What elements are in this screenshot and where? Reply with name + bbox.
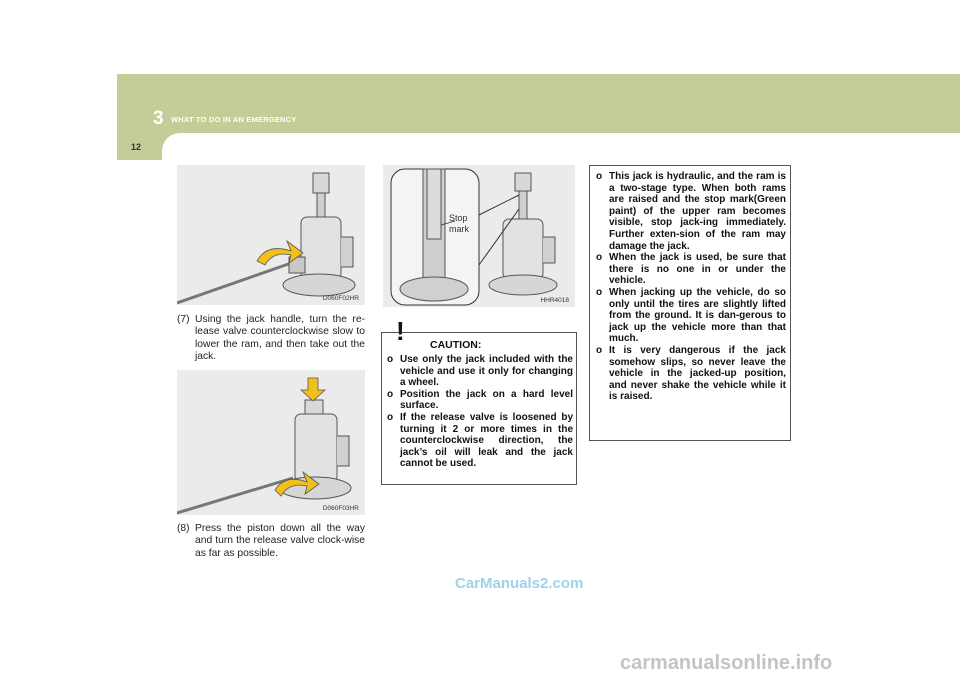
step-7 xyxy=(177,314,365,364)
jack-illustration xyxy=(177,165,365,305)
list-item-text: It is very dangerous if the jack somehow slips, so never leave the vehicle in the jacked-up position, and never shake the vehicle while it is raised. xyxy=(609,344,786,403)
bullet-symbol: o xyxy=(596,286,603,298)
figure-stop-mark xyxy=(383,165,575,307)
caution-list xyxy=(387,354,573,470)
figure-code: HHR4018 xyxy=(540,297,569,304)
list-item xyxy=(596,345,786,403)
figure-press-piston xyxy=(177,370,365,515)
caution-title: CAUTION: xyxy=(430,339,482,351)
step-text: Press the piston down all the way and turn the release valve clock-wise as far as possible. xyxy=(195,523,365,559)
list-item-text: This jack is hydraulic, and the ram is a two-stage type. When both rams are raised and the stop mark(Green paint) of the upper ram becomes visible, stop jack-ing immediately. Further exten-sion of the ram may damage the jack. xyxy=(609,171,786,252)
list-item xyxy=(596,287,786,345)
header-curve xyxy=(162,133,960,160)
watermark-link[interactable]: CarManuals2.com xyxy=(455,575,584,592)
list-item-text: Use only the jack included with the vehicle and use it only for changing a wheel. xyxy=(400,354,573,389)
list-item-text: When jacking up the vehicle, do so only until the tires are slightly lifted from the ground. It is dan-gerous to jack up the vehicle more than that much. xyxy=(609,286,786,345)
list-item xyxy=(387,389,573,412)
chapter-number: 3 xyxy=(153,108,164,129)
stop-mark-label-text: Stop mark xyxy=(449,213,469,234)
bullet-symbol: o xyxy=(387,411,394,423)
page-number: 12 xyxy=(131,142,142,152)
step-text: Using the jack handle, turn the re-lease valve counterclockwise slow to lower the ram, and then take out the jack. xyxy=(195,314,365,363)
bullet-symbol: o xyxy=(596,171,603,182)
warning-icon: ! xyxy=(396,316,405,346)
jack-stop-mark-illustration xyxy=(383,165,575,307)
bullet-symbol: o xyxy=(387,354,394,365)
down-arrow-icon xyxy=(301,378,325,401)
chapter-title: WHAT TO DO IN AN EMERGENCY xyxy=(171,115,297,124)
footer-watermark: carmanualsonline.info xyxy=(620,652,833,674)
list-item-text: When the jack is used, be sure that there is no one in or under the vehicle. xyxy=(609,252,786,287)
list-item-text: If the release valve is loosened by turning it 2 or more times in the counterclockwise direction, the jack’s oil will leak and the jack cannot be used. xyxy=(400,411,573,470)
jack-illustration xyxy=(177,370,365,515)
list-item xyxy=(596,171,786,252)
figure-release-valve xyxy=(177,165,365,305)
notes-list xyxy=(596,171,786,403)
step-number: (8) xyxy=(177,523,190,534)
bullet-symbol: o xyxy=(596,344,603,356)
list-item xyxy=(596,252,786,287)
figure-code: D060F03HR xyxy=(322,505,359,512)
list-item xyxy=(387,354,573,389)
list-item-text: Position the jack on a hard level surface. xyxy=(400,388,573,412)
list-item xyxy=(387,412,573,470)
step-number: (7) xyxy=(177,314,190,325)
stop-mark-label xyxy=(449,213,469,234)
bullet-symbol: o xyxy=(387,388,394,400)
step-8 xyxy=(177,523,365,560)
figure-code: D060F02HR xyxy=(322,295,359,302)
bullet-symbol: o xyxy=(596,252,603,264)
